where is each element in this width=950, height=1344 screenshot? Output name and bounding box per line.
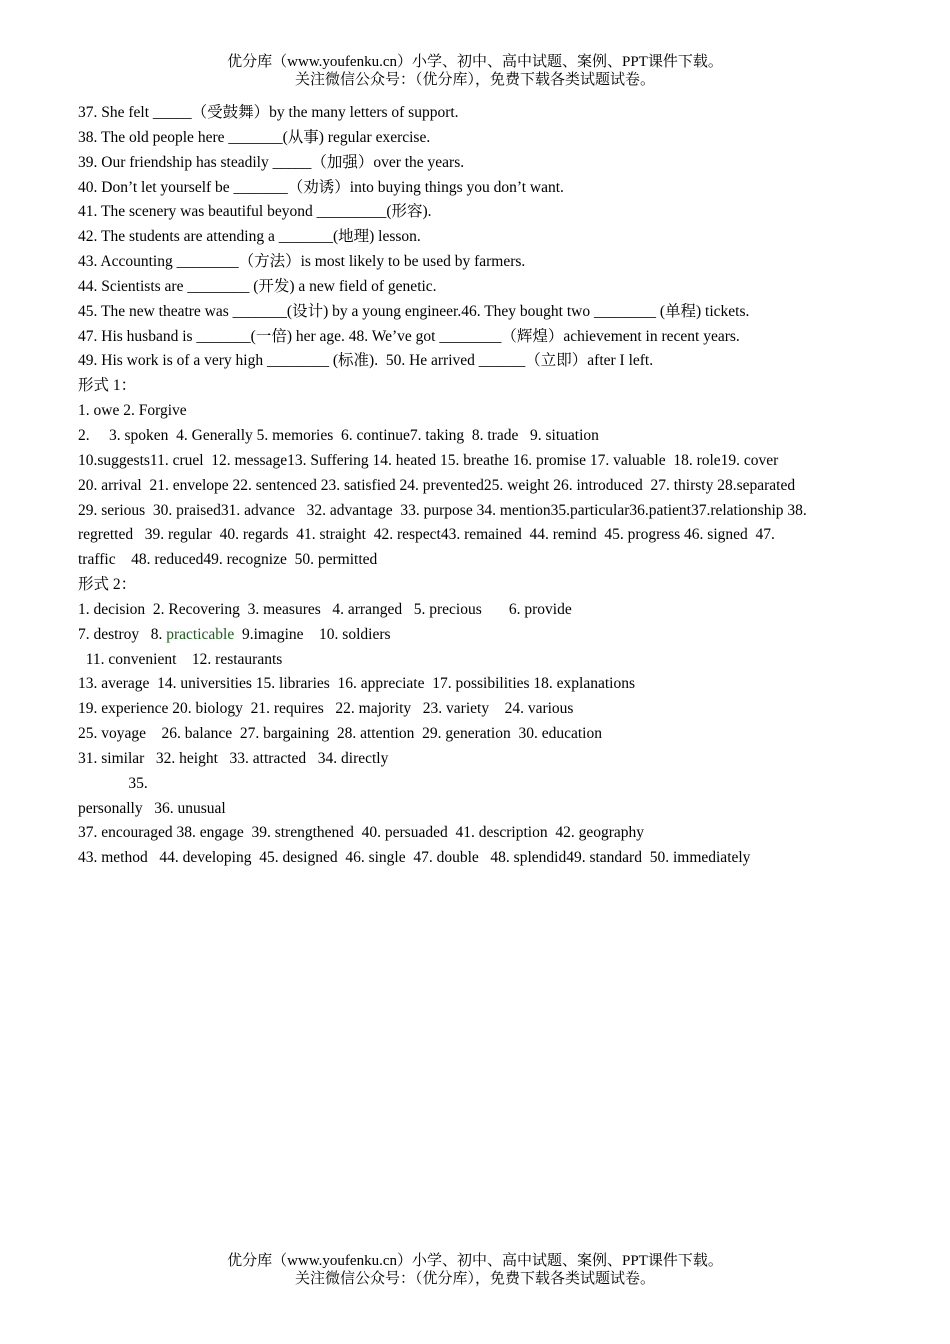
form2-answer-line: 25. voyage 26. balance 27. bargaining 28. attention 29. generation 30. education bbox=[78, 725, 602, 743]
footer-line-1: 优分库（www.youfenku.cn）小学、初中、高中试题、案例、PPT课件下载。 bbox=[227, 1253, 723, 1269]
form2-title: 形式 2： bbox=[78, 576, 137, 594]
question-43: 43. Accounting ________（方法）is most likely to be used by farmers. bbox=[78, 253, 526, 271]
question-47-48: 47. His husband is _______(一倍) her age. 48. We’ve got ________（辉煌）achievement in recent years. bbox=[78, 327, 740, 345]
question-44: 44. Scientists are ________ (开发) a new field of genetic. bbox=[78, 277, 437, 295]
form2-answer-line: 37. encouraged 38. engage 39. strengthened 40. persuaded 41. description 42. geography bbox=[78, 824, 645, 842]
question-38: 38. The old people here _______(从事) regular exercise. bbox=[78, 128, 431, 146]
page-footer bbox=[0, 1252, 950, 1288]
question-49-50: 49. His work is of a very high ________ (标准). 50. He arrived ______（立即）after I left. bbox=[78, 352, 654, 370]
header-line-2: 关注微信公众号：（优分库），免费下载各类试题试卷。 bbox=[294, 72, 655, 88]
form2-answer-line bbox=[78, 623, 878, 648]
form1-answer-line: traffic 48. reduced49. recognize 50. permitted bbox=[78, 551, 378, 569]
form1-answer-line: 2. 3. spoken 4. Generally 5. memories 6. continue7. taking 8. trade 9. situation bbox=[78, 426, 599, 444]
form1-title: 形式 1： bbox=[78, 377, 137, 395]
form1-answer-line: 29. serious 30. praised31. advance 32. advantage 33. purpose 34. mention35.particular36.patient37.relationship 38. bbox=[78, 501, 807, 519]
form2-answer-line: 1. decision 2. Recovering 3. measures 4. arranged 5. precious 6. provide bbox=[78, 600, 572, 618]
footer-line-2: 关注微信公众号：（优分库），免费下载各类试题试卷。 bbox=[294, 1271, 655, 1287]
header-line-1: 优分库（www.youfenku.cn）小学、初中、高中试题、案例、PPT课件下载。 bbox=[227, 54, 723, 70]
form2-highlighted-answer: practicable bbox=[166, 625, 235, 643]
question-40: 40. Don’t let yourself be _______（劝诱）into buying things you don’t want. bbox=[78, 178, 564, 196]
form2-answer-text: 7. destroy 8. bbox=[78, 625, 167, 643]
form1-answer-line: regretted 39. regular 40. regards 41. straight 42. respect43. remained 44. remind 45. progress 46. signed 47. bbox=[78, 526, 775, 544]
form2-answer-line: 19. experience 20. biology 21. requires 22. majority 23. variety 24. various bbox=[78, 700, 574, 718]
form2-answer-line: 35. bbox=[78, 774, 148, 792]
form1-answer-line: 1. owe 2. Forgive bbox=[78, 402, 187, 420]
form2-answer-line: 31. similar 32. height 33. attracted 34. directly bbox=[78, 749, 389, 767]
question-39: 39. Our friendship has steadily _____（加强）over the years. bbox=[78, 153, 465, 171]
question-45-46: 45. The new theatre was _______(设计) by a young engineer.46. They bought two ________ (单程) tickets. bbox=[78, 302, 750, 320]
worksheet-content bbox=[78, 101, 878, 871]
form1-answer-line: 20. arrival 21. envelope 22. sentenced 23. satisfied 24. prevented25. weight 26. introduced 27. thirsty 28.separated bbox=[78, 476, 796, 494]
form2-answer-text: 9.imagine 10. soldiers bbox=[234, 625, 391, 643]
form1-answer-line: 10.suggests11. cruel 12. message13. Suffering 14. heated 15. breathe 16. promise 17. valuable 18. role19. cover bbox=[78, 451, 779, 469]
form2-answer-line: 11. convenient 12. restaurants bbox=[78, 650, 283, 668]
form2-answer-line: personally 36. unusual bbox=[78, 799, 226, 817]
form2-answer-line: 13. average 14. universities 15. libraries 16. appreciate 17. possibilities 18. explanations bbox=[78, 675, 636, 693]
page-header bbox=[0, 53, 950, 89]
question-42: 42. The students are attending a _______(地理) lesson. bbox=[78, 228, 421, 246]
question-37: 37. She felt _____（受鼓舞）by the many letters of support. bbox=[78, 104, 459, 121]
form2-answer-line: 43. method 44. developing 45. designed 46. single 47. double 48. splendid49. standard 50. immediately bbox=[78, 849, 751, 867]
question-41: 41. The scenery was beautiful beyond _________(形容). bbox=[78, 203, 432, 221]
